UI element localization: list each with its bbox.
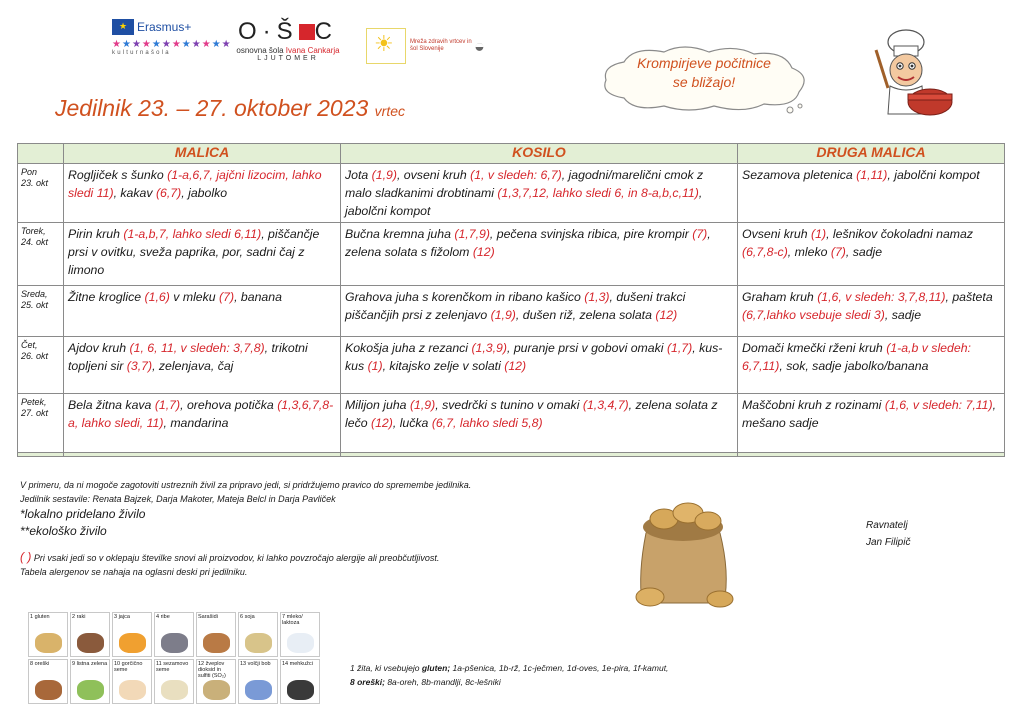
allergen-label: 9 listna zelena — [72, 661, 108, 667]
speech-cloud — [594, 44, 814, 106]
footer-band-cell — [18, 453, 64, 457]
menu-row — [18, 223, 1005, 286]
allergen-label: 14 mehkužci — [282, 661, 313, 667]
header-kosilo: KOSILO — [341, 144, 738, 164]
chef-cartoon-icon — [858, 28, 958, 124]
allergen-cell — [196, 612, 236, 657]
signature-name: Jan Filipič — [866, 537, 911, 548]
kosilo-cell: Jota (1,9), ovseni kruh (1, v sledeh: 6,7), jagodni/marelični cmok z malo sladkanimi drobtinami (1,3,7,12, lahko sledi 6, in 8-a,b,c,11), jabolčni kompot — [341, 164, 738, 223]
school-name: osnovna šola Ivana Cankarja — [236, 46, 340, 55]
kosilo-cell: Milijon juha (1,9), svedrčki s tunino v omaki (1,3,4,7), zelena solata z lečo (12), lučka (6,7, lahko sledi 5,8) — [341, 394, 738, 453]
day-cell: Čet, 26. okt — [18, 337, 64, 394]
allergen-label: 2 raki — [72, 614, 86, 620]
allergen-cell — [154, 659, 194, 704]
school-logo-letters: O·Š C — [237, 18, 338, 45]
signature-role: Ravnatelj — [866, 520, 908, 531]
allergen-picture-icon — [119, 633, 146, 653]
allergen-cell — [196, 659, 236, 704]
signature-block — [866, 517, 910, 551]
allergen-cell — [112, 659, 152, 704]
allergen-picture-icon — [203, 633, 230, 653]
allergen-cell — [154, 612, 194, 657]
note-local: *lokalno pridelano živilo — [20, 507, 146, 521]
kosilo-cell: Kokošja juha z rezanci (1,3,9), puranje prsi v gobovi omaki (1,7), kus-kus (1), kitajsko zelje v solati (12) — [341, 337, 738, 394]
malica-cell: Pirin kruh (1-a,b,7, lahko sledi 6,11), piščančje prsi v ovitku, sveža paprika, por, sadni čaj z limono — [64, 223, 341, 286]
allergen-picture-icon — [161, 633, 188, 653]
school-logo — [228, 18, 348, 76]
druga-malica-cell: Sezamova pletenica (1,11), jabolčni kompot — [738, 164, 1005, 223]
potato-sack-icon — [628, 493, 738, 611]
allergen-picture-icon — [119, 680, 146, 700]
malica-cell: Bela žitna kava (1,7), orehova potička (1,3,6,7,8-a, lahko sledi, 11), mandarina — [64, 394, 341, 453]
day-cell: Torek, 24. okt — [18, 223, 64, 286]
legend-gluten: 1 žita, ki vsebujejo gluten; 1a-pšenica, 1b-rž, 1c-ječmen, 1d-oves, 1e-pira, 1f-kamut, — [350, 663, 669, 673]
header-malica: MALICA — [64, 144, 341, 164]
eco-network-label: Mreža zdravih vrtcev in šol Slovenije — [410, 39, 472, 52]
footer-band-cell — [64, 453, 341, 457]
allergen-label: 13 volčji bob — [240, 661, 271, 667]
menu-row — [18, 286, 1005, 337]
allergen-cell — [28, 659, 68, 704]
druga-malica-cell: Domači kmečki rženi kruh (1-a,b v sledeh: 6,7,11), sok, sadje jabolko/banana — [738, 337, 1005, 394]
allergen-cell — [112, 612, 152, 657]
allergen-cell — [280, 659, 320, 704]
erasmus-label: Erasmus+ — [137, 19, 192, 34]
allergen-cell — [70, 659, 110, 704]
allergen-picture-icon — [77, 680, 104, 700]
allergen-picture-icon — [287, 633, 314, 653]
day-cell: Sreda, 25. okt — [18, 286, 64, 337]
note-eco: **ekološko živilo — [20, 524, 107, 538]
allergen-cell — [28, 612, 68, 657]
header-day — [18, 144, 64, 164]
allergen-picture-icon — [35, 680, 62, 700]
allergen-legend — [350, 661, 668, 689]
school-city: LJUTOMER — [257, 55, 319, 62]
header-druga-malica: DRUGA MALICA — [738, 144, 1005, 164]
allergen-picture-icon — [245, 633, 272, 653]
menu-table — [17, 143, 1005, 457]
notes-block — [20, 478, 580, 579]
eco-school-logo — [366, 28, 506, 68]
druga-malica-cell: Maščobni kruh z rozinami (1,6, v sledeh: 7,11), mešano sadje — [738, 394, 1005, 453]
menu-row — [18, 164, 1005, 223]
allergen-picture-icon — [287, 680, 314, 700]
allergen-label: 10 gorčično seme — [114, 661, 143, 673]
eu-flag-icon — [112, 19, 134, 35]
allergen-grid — [28, 612, 328, 706]
malica-cell: Žitne kroglice (1,6) v mleku (7), banana — [64, 286, 341, 337]
allergen-label: 4 ribe — [156, 614, 170, 620]
allergen-cell — [280, 612, 320, 657]
note-authors: Jedilnik sestavile: Renata Bajzek, Darja Makoter, Mateja Belcl in Darja Pavliček — [20, 494, 336, 504]
footer-band-cell — [341, 453, 738, 457]
allergen-picture-icon — [161, 680, 188, 700]
allergen-label: 12 žveplov dioksid in sulfiti (SO₂) — [198, 661, 226, 679]
legend-nuts: 8 oreški; 8a-oreh, 8b-mandlji, 8c-lešniki — [350, 677, 501, 687]
erasmus-logo — [112, 18, 232, 68]
menu-header-row — [18, 144, 1005, 164]
allergen-label: 8 oreški — [30, 661, 50, 667]
allergen-picture-icon — [203, 680, 230, 700]
allergen-label: 6 soja — [240, 614, 255, 620]
allergen-cell — [238, 659, 278, 704]
menu-row — [18, 337, 1005, 394]
kosilo-cell: Grahova juha s korenčkom in ribano kašico (1,3), dušeni trakci piščančjih prsi z zelenjavo (1,9), dušen riž, zelena solata (12) — [341, 286, 738, 337]
allergen-label: Sarašidi — [198, 614, 218, 620]
malica-cell: Ajdov kruh (1, 6, 11, v sledeh: 3,7,8), trikotni topljeni sir (3,7), zelenjava, čaj — [64, 337, 341, 394]
allergen-label: 11 sezamovo seme — [156, 661, 189, 673]
cloud-text: Krompirjeve počitnice se bližajo! — [637, 55, 771, 90]
allergen-picture-icon — [35, 633, 62, 653]
day-cell: Petek, 27. okt — [18, 394, 64, 453]
stacked-stones-icon: ◒ — [474, 35, 485, 56]
kulturna-sola-label: kulturnašola — [112, 50, 171, 56]
eco-sun-icon — [366, 28, 406, 64]
people-stars-icon: ★★★★★★★★★★★★ — [112, 39, 232, 50]
allergen-label: 3 jajca — [114, 614, 130, 620]
menu-row — [18, 394, 1005, 453]
note-change-rights: V primeru, da ni mogoče zagotoviti ustreznih živil za pripravo jedi, si pridržujemo pravico do spremembe jedilnika. — [20, 480, 472, 490]
footer-band-cell — [738, 453, 1005, 457]
allergen-label: 7 mleko/ laktoza — [282, 614, 303, 626]
note-allergen-table: Tabela alergenov se nahaja na oglasni deski pri jedilniku. — [20, 567, 248, 577]
malica-cell: Rogljiček s šunko (1-a,6,7, jajčni lizocim, lahko sledi 11), kakav (6,7), jabolko — [64, 164, 341, 223]
note-allergens: ( ) Pri vsaki jedi so v oklepaju številke snovi ali proizvodov, ki lahko povzročajo alergije ali preobčutljivost. — [20, 550, 440, 564]
page-title: Jedilnik 23. – 27. oktober 2023 vrtec — [55, 95, 406, 121]
druga-malica-cell: Ovseni kruh (1), lešnikov čokoladni namaz (6,7,8-c), mleko (7), sadje — [738, 223, 1005, 286]
allergen-label: 1 gluten — [30, 614, 50, 620]
school-logo-red-square-icon — [299, 24, 315, 40]
druga-malica-cell: Graham kruh (1,6, v sledeh: 3,7,8,11), pašteta (6,7,lahko vsebuje sledi 3), sadje — [738, 286, 1005, 337]
table-footer-band — [18, 453, 1005, 457]
allergen-picture-icon — [77, 633, 104, 653]
allergen-cell — [238, 612, 278, 657]
day-cell: Pon 23. okt — [18, 164, 64, 223]
allergen-picture-icon — [245, 680, 272, 700]
allergen-cell — [70, 612, 110, 657]
kosilo-cell: Bučna kremna juha (1,7,9), pečena svinjska ribica, pire krompir (7), zelena solata s fižolom (12) — [341, 223, 738, 286]
